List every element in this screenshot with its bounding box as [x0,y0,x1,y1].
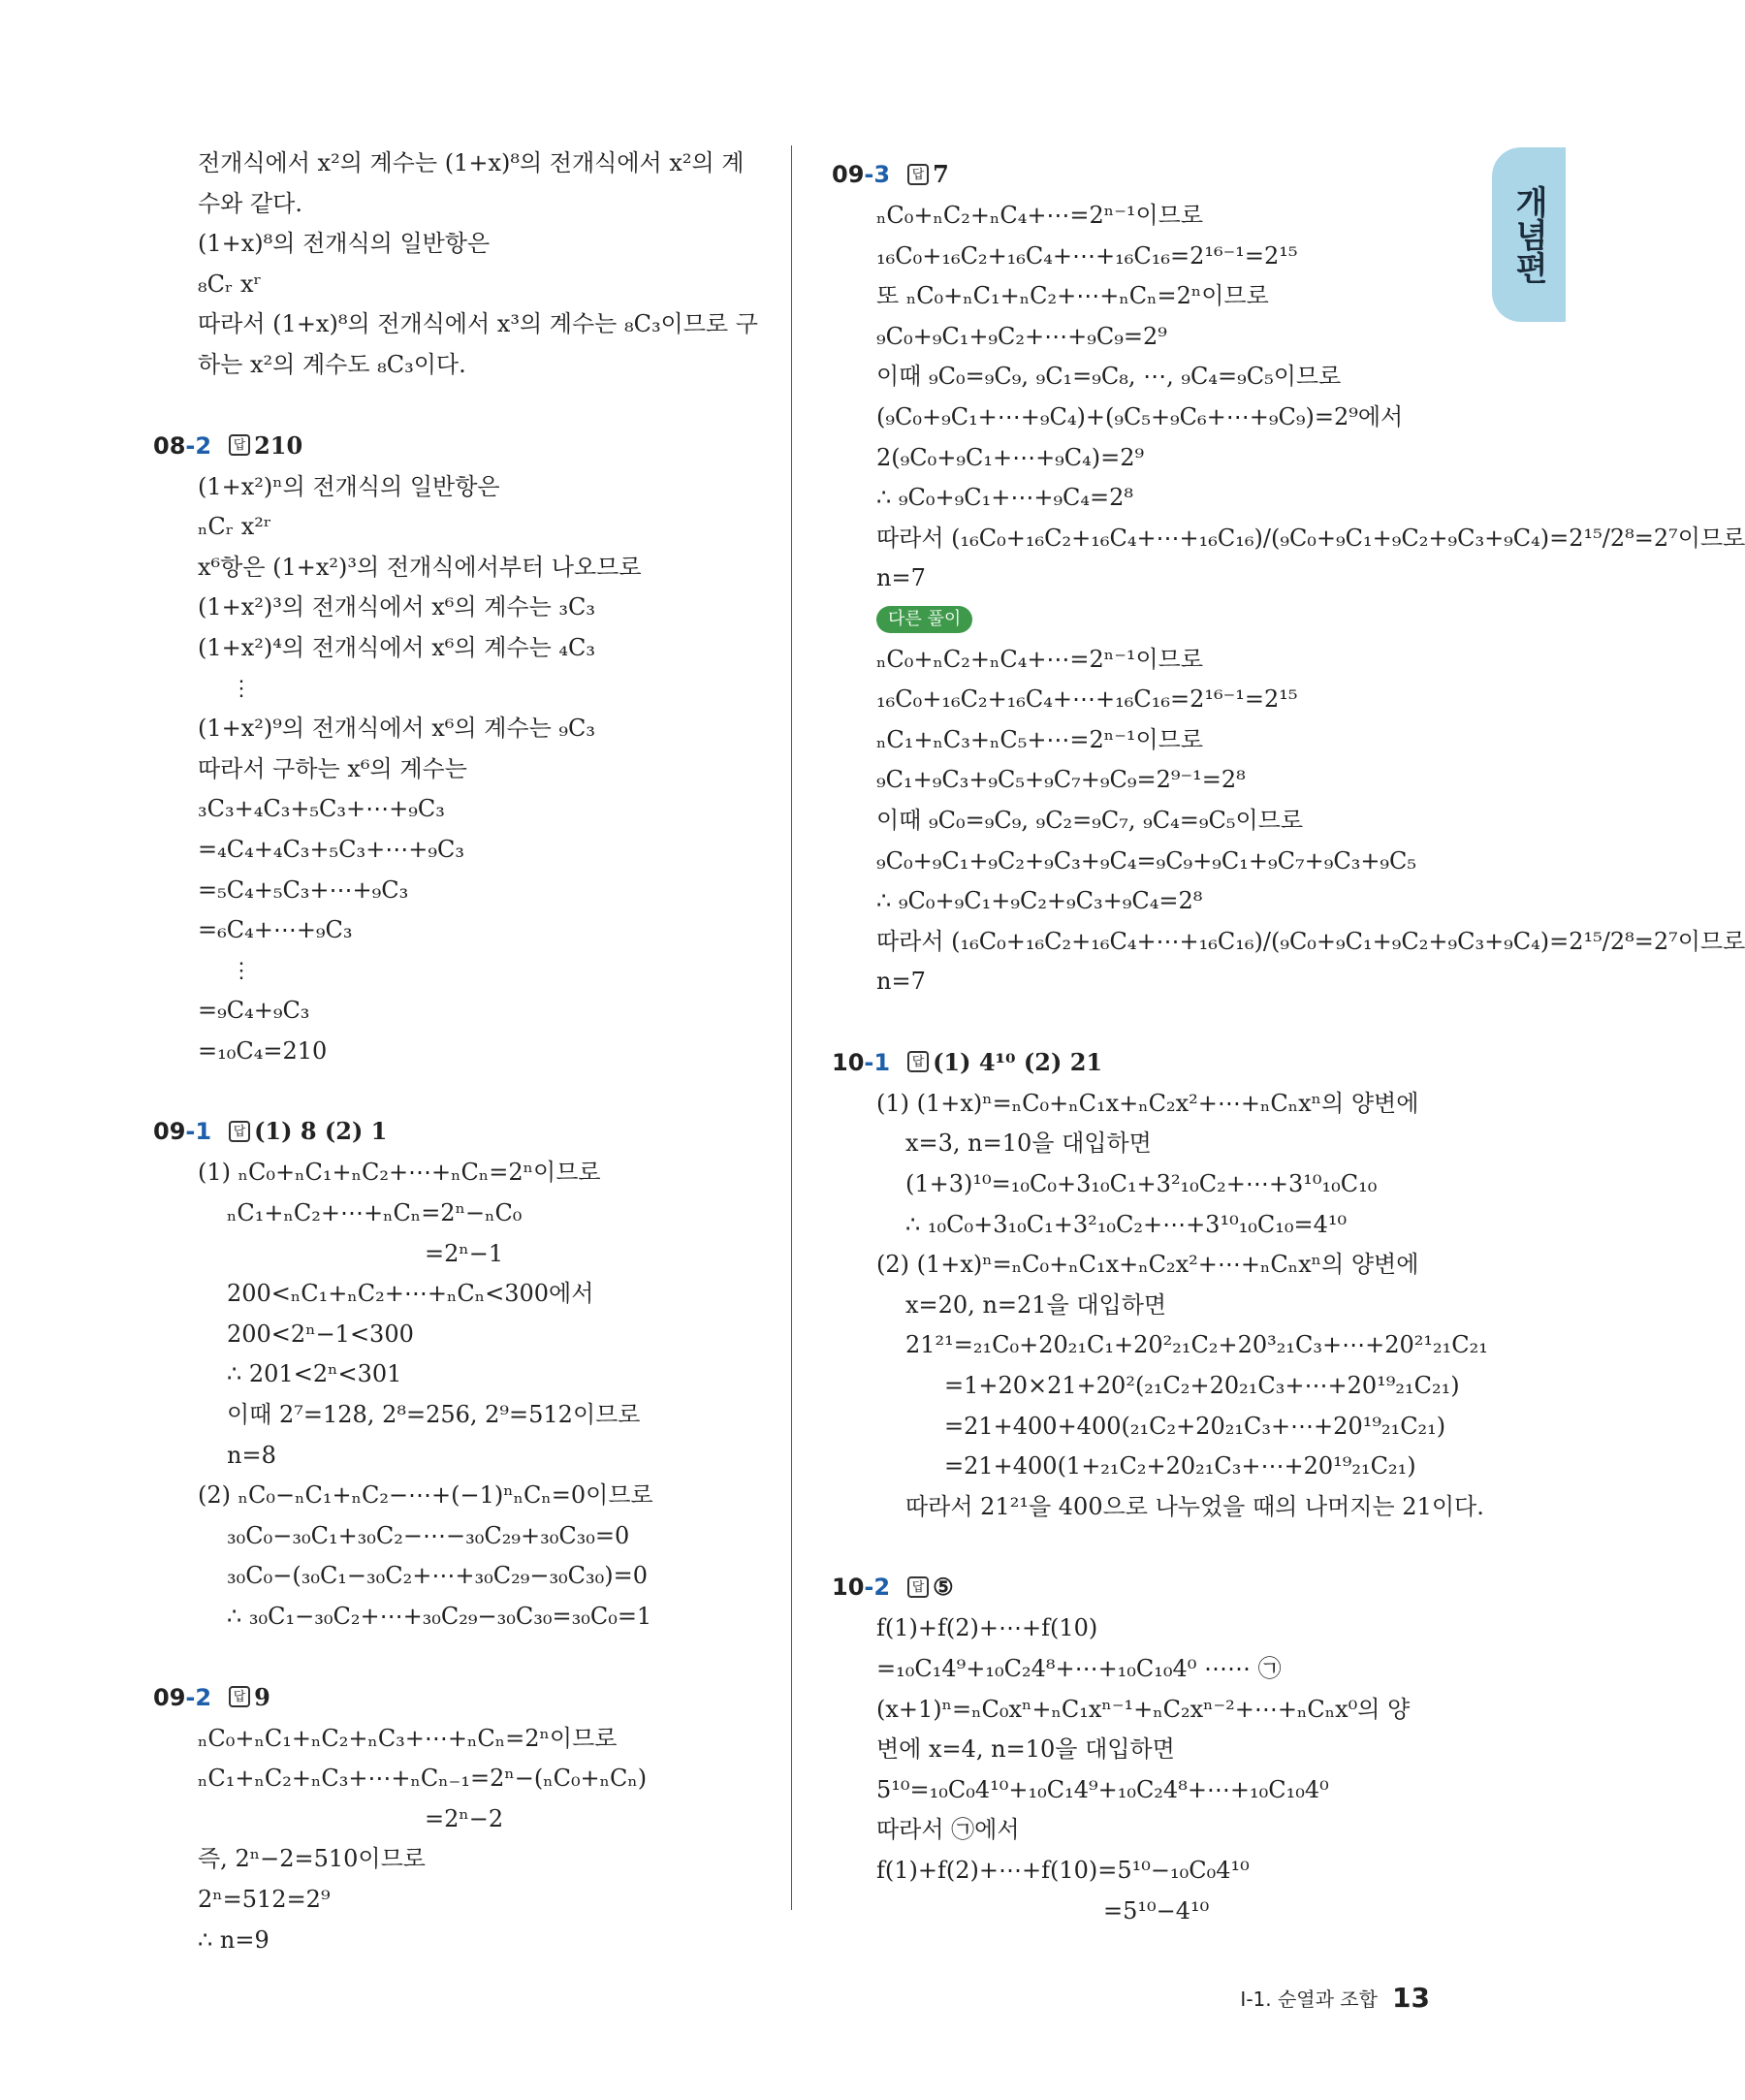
text-line: (1+x)⁸의 전개식의 일반항은 [198,230,491,258]
text-line: =₁₀C₁4⁹+₁₀C₂4⁸+⋯+₁₀C₁₀4⁰ ⋯⋯ ㉠ [876,1655,1282,1682]
page-footer [1240,1982,1430,2014]
text-line: 전개식에서 x²의 계수는 (1+x)⁸의 전개식에서 x²의 계 [198,149,745,176]
text-line: 따라서 (₁₆C₀+₁₆C₂+₁₆C₄+⋯+₁₆C₁₆)/(₉C₀+₉C₁+₉C₂+₉C₃+₉C₄)=2¹⁵/2⁸=2⁷이므로 [876,927,1745,955]
text-line: 이때 2⁷=128, 2⁸=256, 2⁹=512이므로 [227,1401,641,1429]
text-line: ∴ ₃₀C₁−₃₀C₂+⋯+₃₀C₂₉−₃₀C₃₀=₃₀C₀=1 [227,1603,652,1630]
problem-number [153,1684,211,1711]
text-line: 따라서 (1+x)⁸의 전개식에서 x³의 계수는 ₈C₃이므로 구 [198,310,758,338]
text-line: ₁₆C₀+₁₆C₂+₁₆C₄+⋯+₁₆C₁₆=2¹⁶⁻¹=2¹⁵ [876,241,1298,270]
text-line: ₉C₀+₉C₁+₉C₂+₉C₃+₉C₄=₉C₉+₉C₁+₉C₇+₉C₃+₉C₅ [876,846,1417,875]
text-line: x=3, n=10을 대입하면 [905,1130,1152,1158]
problem-header [832,153,1452,196]
footer-section: Ⅰ-1. 순열과 조합 [1240,1988,1378,2011]
section-gap [153,1071,774,1100]
text-line: ₙC₁+ₙC₃+ₙC₅+⋯=2ⁿ⁻¹이므로 [876,725,1204,753]
text-line: ₈Cᵣ xʳ [198,270,262,298]
text-line: ₃₀C₀−(₃₀C₁−₃₀C₂+⋯+₃₀C₂₉−₃₀C₃₀)=0 [227,1562,649,1590]
text-line: 200<2ⁿ−1<300 [227,1320,414,1348]
page-number: 13 [1392,1982,1430,2014]
answer-icon: 답 [229,434,250,456]
text-line: =1+20×21+20²(₂₁C₂+20₂₁C₃+⋯+20¹⁹₂₁C₂₁) [944,1372,1460,1400]
text-line: (1) ₙC₀+ₙC₁+ₙC₂+⋯+ₙCₙ=2ⁿ이므로 [198,1159,601,1187]
text-line: =21+400+400(₂₁C₂+20₂₁C₃+⋯+20¹⁹₂₁C₂₁) [944,1412,1446,1440]
text-line: ₙC₁+ₙC₂+ₙC₃+⋯+ₙCₙ₋₁=2ⁿ−(ₙC₀+ₙCₙ) [198,1765,648,1793]
problem-number [832,1049,890,1076]
problem-number-main: 10 [832,1048,865,1076]
answer-value: 7 [933,160,949,188]
text-line: 변에 x=4, n=10을 대입하면 [876,1735,1175,1764]
text-line: =₁₀C₄=210 [198,1036,328,1065]
problem-header [153,1110,774,1153]
answer-value: 210 [254,430,303,460]
text-line: (₉C₀+₉C₁+⋯+₉C₄)+(₉C₅+₉C₆+⋯+₉C₉)=2⁹에서 [876,402,1404,430]
problem-number-suffix: -3 [864,161,891,188]
text-line: 따라서 (₁₆C₀+₁₆C₂+₁₆C₄+⋯+₁₆C₁₆)/(₉C₀+₉C₁+₉C₂+₉C₃+₉C₄)=2¹⁵/2⁸=2⁷이므로 [876,524,1745,552]
text-line: =21+400(1+₂₁C₂+20₂₁C₃+⋯+20¹⁹₂₁C₂₁) [944,1452,1416,1480]
text-line: (1) (1+x)ⁿ=ₙC₀+ₙC₁x+ₙC₂x²+⋯+ₙCₙxⁿ의 양변에 [876,1089,1419,1117]
problem-number-suffix: -2 [185,431,212,460]
text-line: (2) ₙC₀−ₙC₁+ₙC₂−⋯+(−1)ⁿₙCₙ=0이므로 [198,1481,653,1510]
text-line: ∴ ₉C₀+₉C₁+⋯+₉C₄=2⁸ [876,484,1134,512]
problem-number-suffix: -1 [864,1048,891,1076]
problem-number-suffix: -2 [864,1574,891,1602]
section-gap [832,1527,1452,1556]
text-line: (1+3)¹⁰=₁₀C₀+3₁₀C₁+3²₁₀C₂+⋯+3¹⁰₁₀C₁₀ [905,1170,1378,1198]
problem-number-suffix: -2 [185,1683,212,1711]
text-line: 따라서 구하는 x⁶의 계수는 [198,754,467,782]
text-line: =5¹⁰−4¹⁰ [1103,1896,1210,1925]
text-line: ₃₀C₀−₃₀C₁+₃₀C₂−⋯−₃₀C₂₉+₃₀C₃₀=0 [227,1521,630,1549]
text-line: f(1)+f(2)+⋯+f(10) [876,1614,1098,1642]
text-line: =2ⁿ−1 [425,1239,504,1267]
section-gap [832,1002,1452,1032]
text-line: 따라서 ㉠에서 [876,1816,1020,1844]
text-line: ∴ n=9 [198,1925,270,1954]
alt-solution-row [876,599,1452,640]
text-line: ₙC₀+ₙC₂+ₙC₄+⋯=2ⁿ⁻¹이므로 [876,202,1204,229]
answer-icon: 답 [907,1051,929,1072]
text-line: n=8 [227,1441,276,1469]
text-line: ∴ 201<2ⁿ<301 [227,1360,402,1388]
problem-header [153,425,774,467]
text-line: ₙCᵣ x²ʳ [198,513,272,541]
text-line: ∴ ₉C₀+₉C₁+₉C₂+₉C₃+₉C₄=2⁸ [876,887,1203,915]
text-line: 5¹⁰=₁₀C₀4¹⁰+₁₀C₁4⁹+₁₀C₂4⁸+⋯+₁₀C₁₀4⁰ [876,1775,1329,1803]
text-line: 200<ₙC₁+ₙC₂+⋯+ₙCₙ<300에서 [227,1280,594,1308]
problem-number-main: 09 [153,1683,186,1711]
text-line: ∴ ₁₀C₀+3₁₀C₁+3²₁₀C₂+⋯+3¹⁰₁₀C₁₀=4¹⁰ [905,1210,1348,1238]
text-line: =₆C₄+⋯+₉C₃ [198,916,353,944]
answer-icon: 답 [907,1576,929,1598]
text-line: x⁶항은 (1+x²)³의 전개식에서부터 나오므로 [198,553,642,581]
problem-number-main: 09 [153,1118,186,1146]
text-line: ₙC₀+ₙC₂+ₙC₄+⋯=2ⁿ⁻¹이므로 [876,645,1204,673]
problem-number-main: 10 [832,1574,865,1602]
text-line: (1+x²)³의 전개식에서 x⁶의 계수는 ₃C₃ [198,593,595,621]
text-line: ₉C₀+₉C₁+₉C₂+⋯+₉C₉=2⁹ [876,322,1167,350]
side-tab [1492,147,1566,322]
text-line: ₁₆C₀+₁₆C₂+₁₆C₄+⋯+₁₆C₁₆=2¹⁶⁻¹=2¹⁵ [876,685,1298,714]
text-line: (1+x²)⁴의 전개식에서 x⁶의 계수는 ₄C₃ [198,633,595,661]
text-line: ₙC₁+ₙC₂+⋯+ₙCₙ=2ⁿ−ₙC₀ [227,1199,523,1227]
alt-solution-badge: 다른 풀이 [876,606,972,633]
text-line: 2(₉C₀+₉C₁+⋯+₉C₄)=2⁹ [876,443,1145,471]
text-line: 즉, 2ⁿ−2=510이므로 [198,1845,426,1873]
text-line: 따라서 21²¹을 400으로 나누었을 때의 나머지는 21이다. [905,1492,1484,1520]
text-line: (1+x²)ⁿ의 전개식의 일반항은 [198,472,500,500]
text-line: 2ⁿ=512=2⁹ [198,1885,331,1913]
text-line: n=7 [876,968,926,996]
text-line: 21²¹=₂₁C₀+20₂₁C₁+20²₂₁C₂+20³₂₁C₃+⋯+20²¹₂₁C₂₁ [905,1331,1488,1359]
answer-icon: 답 [229,1686,250,1707]
text-line: f(1)+f(2)+⋯+f(10)=5¹⁰−₁₀C₀4¹⁰ [876,1856,1250,1884]
text-line: (2) (1+x)ⁿ=ₙC₀+ₙC₁x+ₙC₂x²+⋯+ₙCₙxⁿ의 양변에 [876,1251,1419,1279]
column-divider [791,145,792,1910]
problem-number-main: 08 [153,431,186,460]
answer-icon: 답 [229,1121,250,1142]
text-line: 하는 x²의 계수도 ₈C₃이다. [198,350,466,378]
problem-number [153,432,211,460]
side-tab-label: 개념편 [1508,185,1548,284]
text-line: =₄C₄+₄C₃+₅C₃+⋯+₉C₃ [198,835,464,863]
text-line: (x+1)ⁿ=ₙC₀xⁿ+ₙC₁xⁿ⁻¹+ₙC₂xⁿ⁻²+⋯+ₙCₙx⁰의 양 [876,1695,1411,1723]
text-line: n=7 [876,564,926,592]
problem-number [153,1118,211,1145]
problem-number [832,161,890,188]
text-line: =₉C₄+₉C₃ [198,997,310,1025]
text-line: =₅C₄+₅C₃+⋯+₉C₃ [198,875,409,904]
answer-icon: 답 [907,164,929,185]
text-line: 수와 같다. [198,189,302,217]
left-column [153,143,774,1960]
text-line: 이때 ₉C₀=₉C₉, ₉C₂=₉C₇, ₉C₄=₉C₅이므로 [876,806,1304,834]
text-line: ₉C₁+₉C₃+₉C₅+₉C₇+₉C₉=2⁹⁻¹=2⁸ [876,766,1246,794]
text-line: ₃C₃+₄C₃+₅C₃+⋯+₉C₃ [198,795,445,823]
problem-header [832,1041,1452,1084]
text-line: ⋮ [231,958,252,983]
answer-value: (1) 4¹⁰ (2) 21 [933,1047,1103,1076]
answer-value: ⑤ [933,1573,954,1602]
problem-number-suffix: -1 [185,1118,212,1146]
text-line: x=20, n=21을 대입하면 [905,1290,1167,1319]
text-line: 또 ₙC₀+ₙC₁+ₙC₂+⋯+ₙCₙ=2ⁿ이므로 [876,282,1269,310]
text-line: 이때 ₉C₀=₉C₉, ₉C₁=₉C₈, ⋯, ₉C₄=₉C₅이므로 [876,363,1342,391]
section-gap [153,1638,774,1667]
section-gap [153,386,774,415]
text-line: (1+x²)⁹의 전개식에서 x⁶의 계수는 ₉C₃ [198,715,595,743]
problem-header [832,1566,1452,1608]
problem-number [832,1574,890,1601]
text-line: ₙC₀+ₙC₁+ₙC₂+ₙC₃+⋯+ₙCₙ=2ⁿ이므로 [198,1724,618,1752]
text-line: =2ⁿ−2 [425,1804,504,1832]
problem-header [153,1676,774,1719]
problem-number-main: 09 [832,161,865,188]
text-line: ⋮ [231,676,252,701]
answer-value: (1) 8 (2) 1 [254,1117,388,1146]
answer-value: 9 [254,1682,270,1711]
